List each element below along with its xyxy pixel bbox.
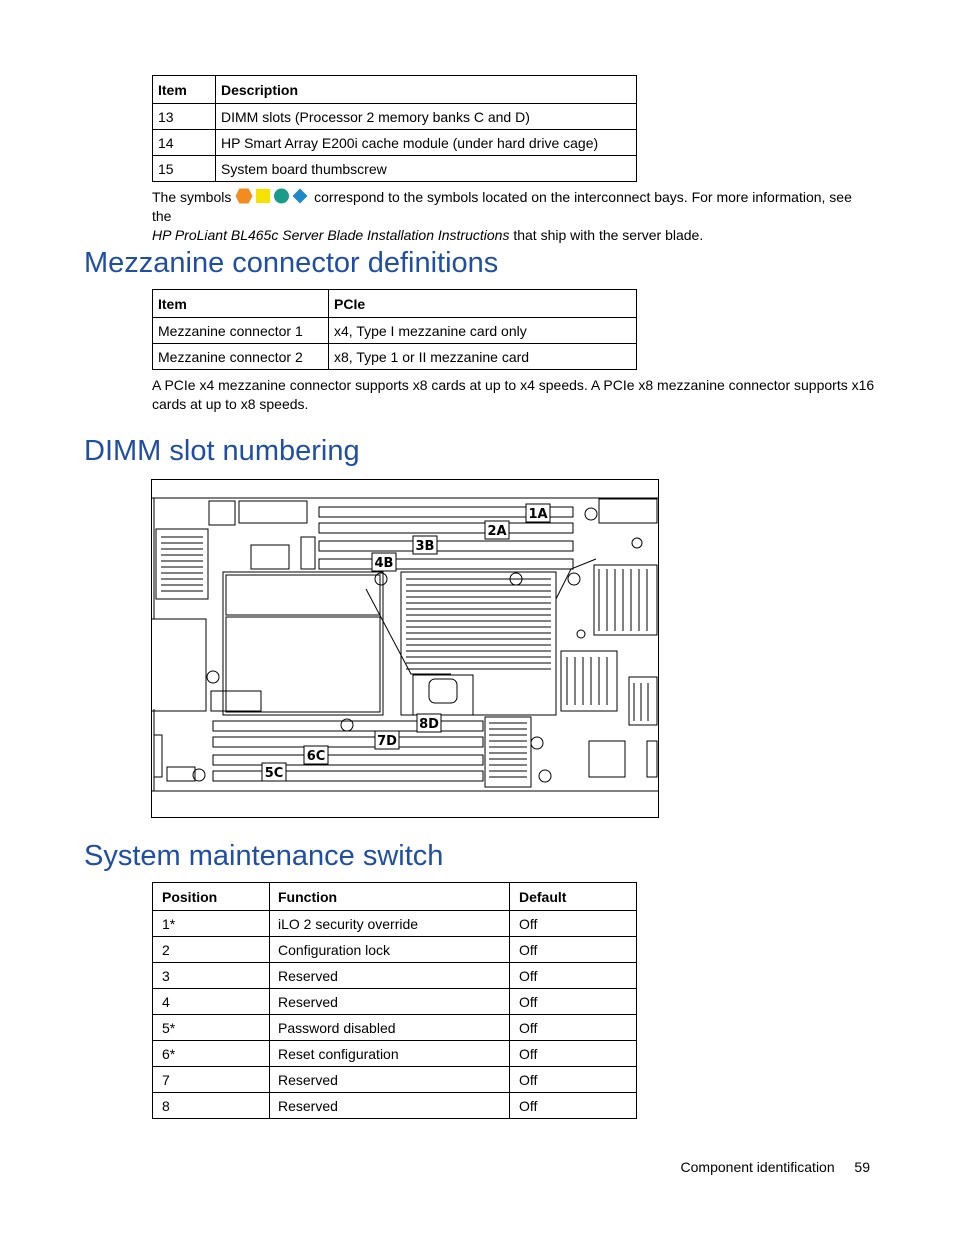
symbols-note-tail: that ship with the server blade. [513,227,704,243]
dimm-heading: DIMM slot numbering [84,435,360,467]
table-cell: 13 [153,104,216,130]
column-header: PCIe [329,290,637,318]
table-cell: 2 [153,937,270,963]
page-footer [600,1159,870,1175]
table-cell: Mezzanine connector 1 [153,318,329,344]
dimm-label-7d: 7D [377,734,397,749]
table-cell: Off [510,963,637,989]
table-cell: Off [510,1041,637,1067]
table-cell: 6* [153,1041,270,1067]
switch-table [152,882,637,1119]
table-cell: Reserved [270,989,510,1015]
table-cell: Off [510,911,637,937]
table-cell: x8, Type 1 or II mezzanine card [329,344,637,370]
footer-section: Component identification [680,1159,835,1175]
table-cell: 4 [153,989,270,1015]
table-row [153,318,637,344]
column-header: Description [216,76,637,104]
table-header-row [153,290,637,318]
symbols-note-body: correspond to the symbols located on the interconnect bays. For more information, see the [152,189,852,224]
table-cell: 1* [153,911,270,937]
table-cell: Password disabled [270,1015,510,1041]
table-header-row [153,883,637,911]
table-cell: Off [510,1093,637,1119]
teal-circle-icon [273,188,290,204]
table-cell: 14 [153,130,216,156]
column-header: Position [153,883,270,911]
table-cell: 7 [153,1067,270,1093]
table-cell: 8 [153,1093,270,1119]
table-row [153,130,637,156]
mezzanine-note-line1: A PCIe x4 mezzanine connector supports x8 cards at up to x4 speeds. A PCIe x8 mezzanine connector supports x16 [152,377,875,393]
dimm-label-6c: 6C [306,749,326,764]
table-row [153,911,637,937]
table-cell: Reset configuration [270,1041,510,1067]
table-row [153,156,637,182]
table-cell: Reserved [270,1093,510,1119]
column-header: Function [270,883,510,911]
table-row [153,1067,637,1093]
table-cell: Off [510,989,637,1015]
page-number: 59 [854,1159,870,1175]
table-cell: DIMM slots (Processor 2 memory banks C and D) [216,104,637,130]
blue-diamond-icon [292,188,308,204]
table-cell: Off [510,1015,637,1041]
column-header: Item [153,290,329,318]
dimm-label-2a: 2A [487,524,507,539]
table-cell: 5* [153,1015,270,1041]
table-row [153,989,637,1015]
table-cell: iLO 2 security override [270,911,510,937]
table-cell: 3 [153,963,270,989]
table-row [153,104,637,130]
mezzanine-note [152,376,882,414]
system-board-diagram [151,479,659,818]
dimm-label-1a: 1A [528,507,548,522]
table-cell: Reserved [270,963,510,989]
table-row [153,1093,637,1119]
table-cell: x4, Type I mezzanine card only [329,318,637,344]
table-cell: Off [510,1067,637,1093]
installation-instructions-title: HP ProLiant BL465c Server Blade Installation Instructions [152,227,510,243]
table-cell: Mezzanine connector 2 [153,344,329,370]
symbols-note [152,188,872,245]
table-cell: Reserved [270,1067,510,1093]
column-header: Default [510,883,637,911]
table-row [153,963,637,989]
table-row [153,1015,637,1041]
yellow-square-icon [255,188,271,204]
table-header-row [153,76,637,104]
orange-hexagon-icon [235,188,253,204]
dimm-label-5c: 5C [264,766,284,781]
table-row [153,1041,637,1067]
items-table [152,75,637,182]
switch-heading: System maintenance switch [84,840,444,872]
dimm-label-3b: 3B [415,539,435,554]
table-cell: 15 [153,156,216,182]
table-cell: Configuration lock [270,937,510,963]
table-cell: HP Smart Array E200i cache module (under hard drive cage) [216,130,637,156]
mezzanine-heading: Mezzanine connector definitions [84,247,499,279]
dimm-label-4b: 4B [374,556,394,571]
table-cell: System board thumbscrew [216,156,637,182]
dimm-label-8d: 8D [419,717,439,732]
table-row [153,344,637,370]
mezzanine-table [152,289,637,370]
mezzanine-note-line2: cards at up to x8 speeds. [152,396,309,412]
symbols-note-lead: The symbols [152,189,232,205]
table-row [153,937,637,963]
table-cell: Off [510,937,637,963]
column-header: Item [153,76,216,104]
